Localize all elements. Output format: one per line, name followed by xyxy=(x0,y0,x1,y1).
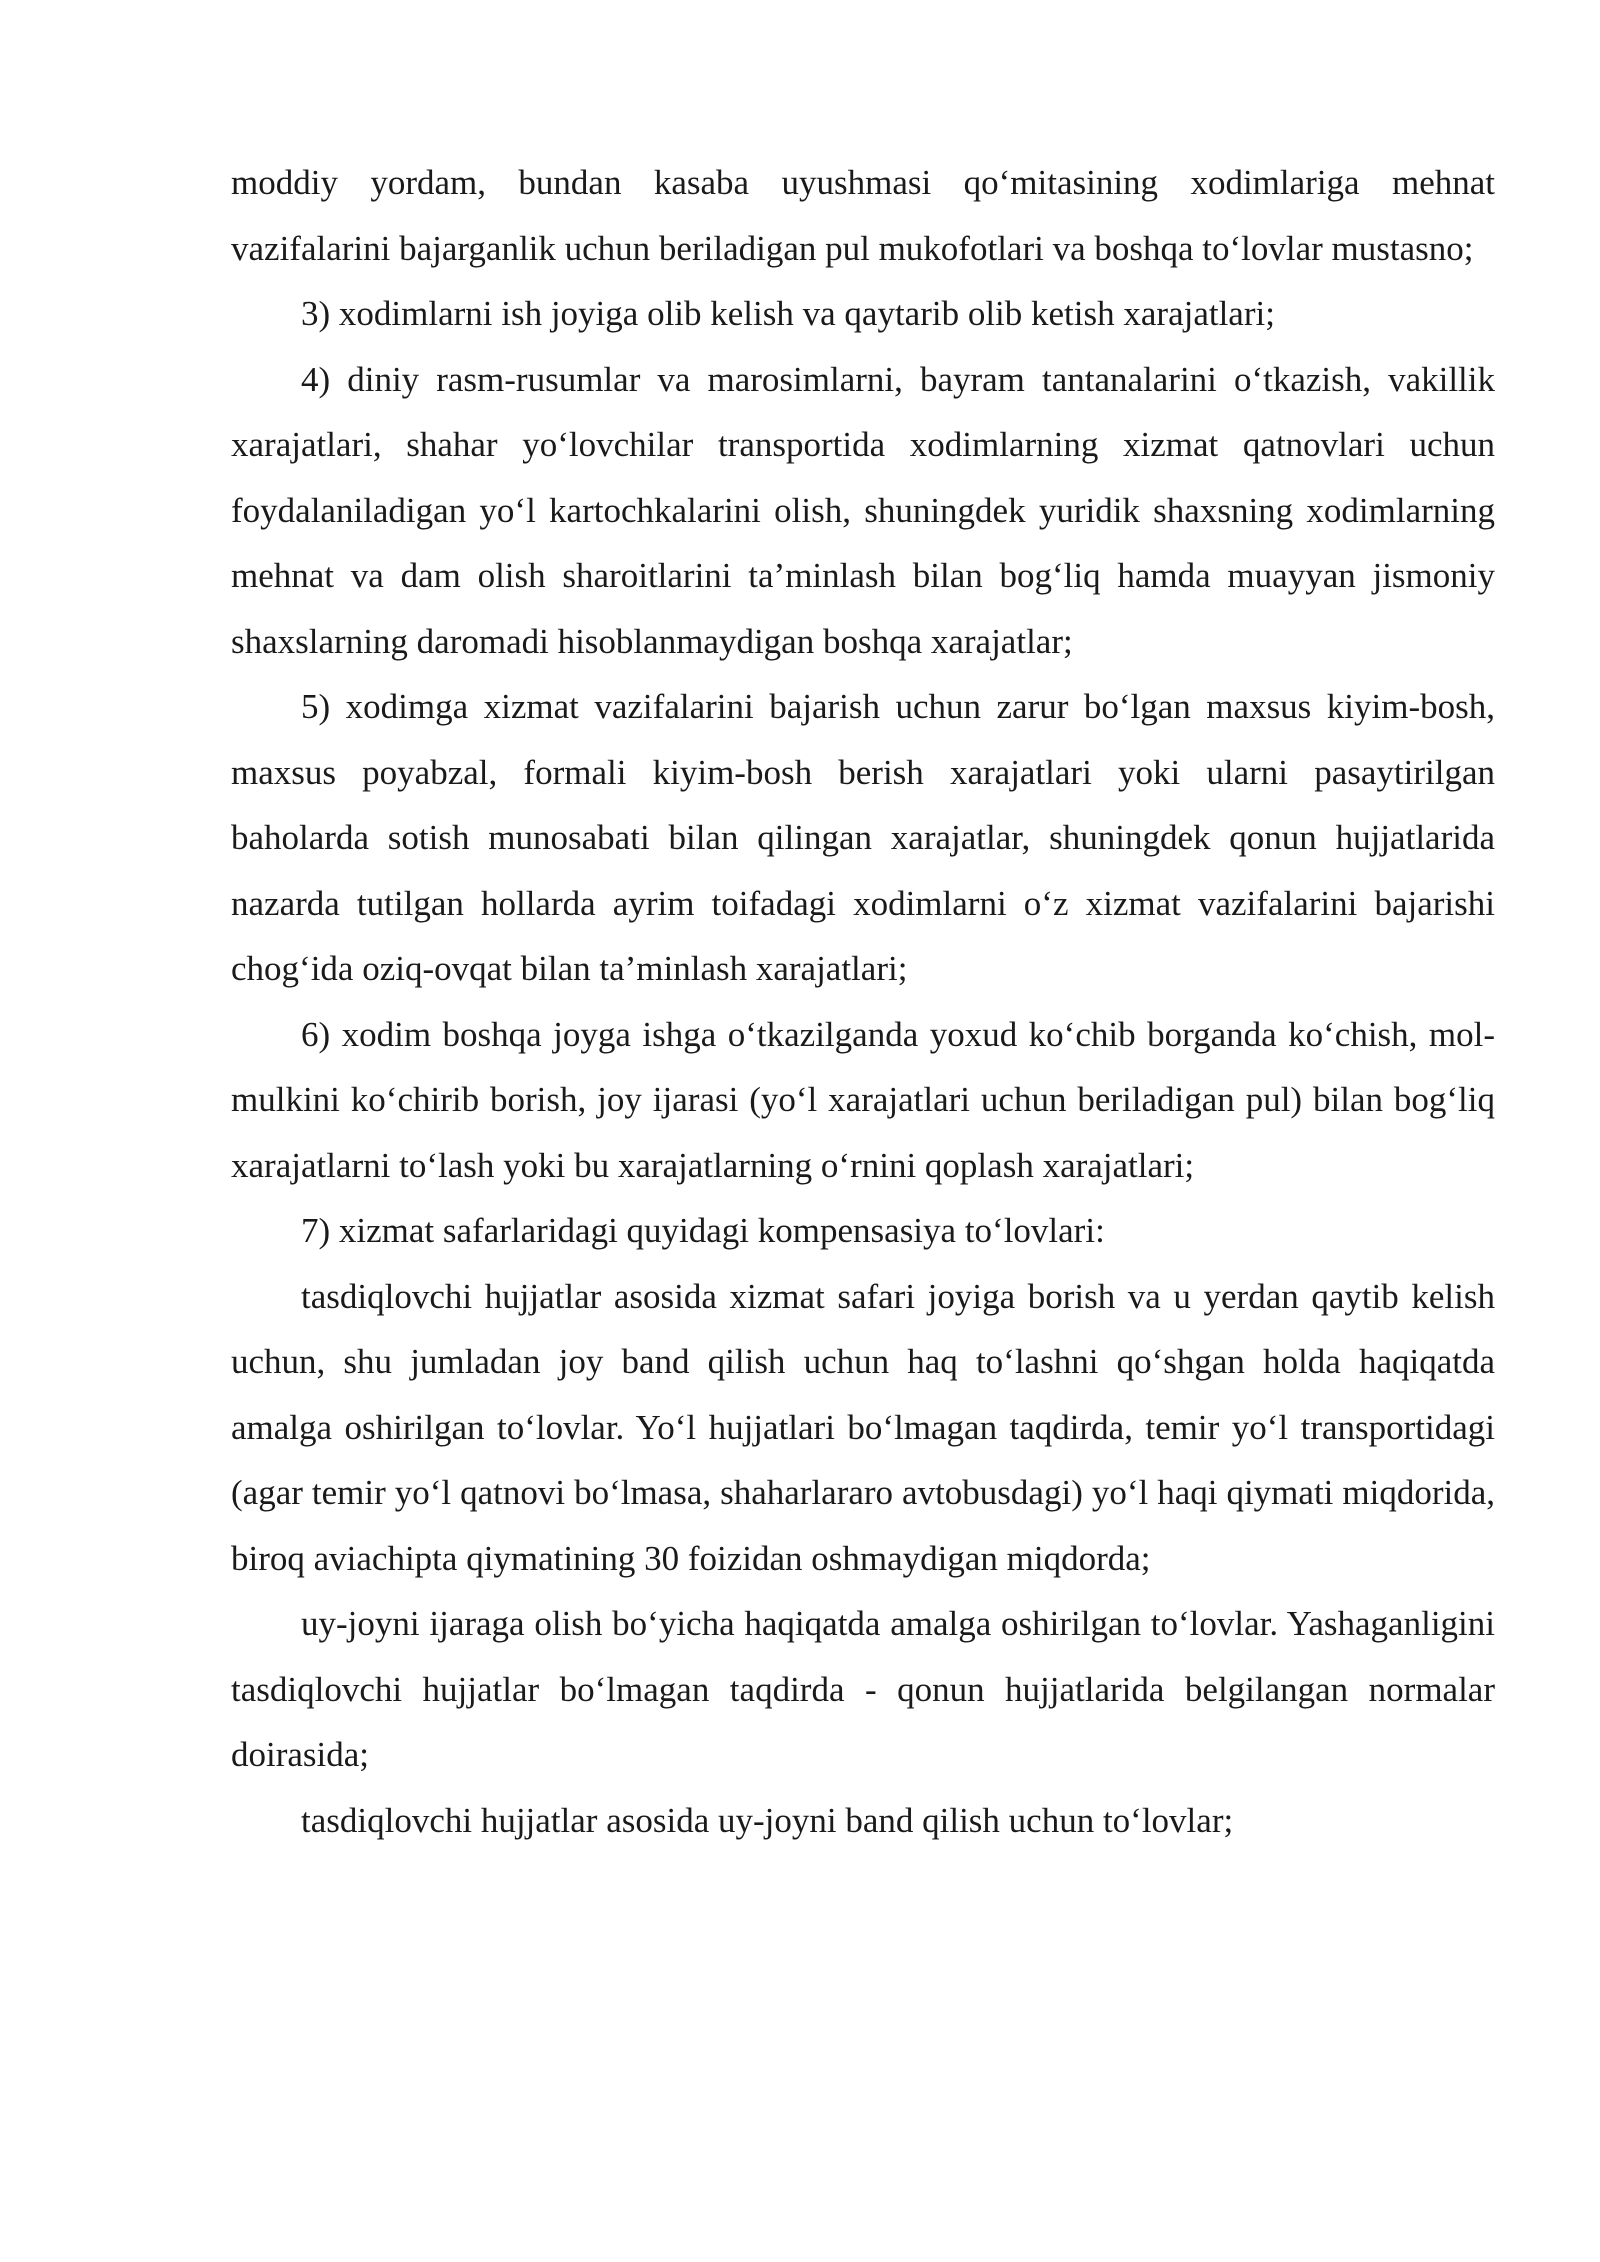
paragraph-continuation: moddiy yordam, bundan kasaba uyushmasi qo‘mitasining xodimlariga mehnat vazifalarini bajarganlik uchun beriladigan pul mukofotlari va boshqa to‘lovlar mustasno; xyxy=(231,163,1495,268)
paragraph-housing-rent: uy-joyni ijaraga olish bo‘yicha haqiqatda amalga oshirilgan to‘lovlar. Yashaganligini tasdiqlovchi hujjatlar bo‘lmagan taqdirda - qonun hujjatlarida belgilangan normalar doirasida; xyxy=(231,1604,1495,1774)
document-page xyxy=(231,150,1495,1853)
paragraph-item-4: 4) diniy rasm-rusumlar va marosimlarni, bayram tantanalarini o‘tkazish, vakillik xarajatlari, shahar yo‘lovchilar transportida xodimlarning xizmat qatnovlari uchun foydalaniladigan yo‘l kartochkalarini olish, shuningdek yuridik shaxsning xodimlarning mehnat va dam olish sharoitlarini ta’minlash bilan bog‘liq hamda muayyan jismoniy shaxslarning daromadi hisoblanmaydigan boshqa xarajatlar; xyxy=(231,359,1495,661)
paragraph-item-5: 5) xodimga xizmat vazifalarini bajarish uchun zarur bo‘lgan maxsus kiyim-bosh, maxsus poyabzal, formali kiyim-bosh berish xarajatlari yoki ularni pasaytirilgan baholarda sotish munosabati bilan qilingan xarajatlar, shuningdek qonun hujjatlarida nazarda tutilgan hollarda ayrim toifadagi xodimlarni o‘z xizmat vazifalarini bajarishi chog‘ida oziq-ovqat bilan ta’minlash xarajatlari; xyxy=(231,687,1495,988)
paragraph-item-3: 3) xodimlarni ish joyiga olib kelish va qaytarib olib ketish xarajatlari; xyxy=(301,294,1275,333)
paragraph-housing-booking: tasdiqlovchi hujjatlar asosida uy-joyni band qilish uchun to‘lovlar; xyxy=(301,1800,1234,1840)
paragraph-item-7: 7) xizmat safarlaridagi quyidagi kompensasiya to‘lovlari: xyxy=(301,1211,1105,1250)
paragraph-travel-payments: tasdiqlovchi hujjatlar asosida xizmat safari joyiga borish va u yerdan qaytib kelish uchun, shu jumladan joy band qilish uchun haq to‘lashni qo‘shgan holda haqiqatda amalga oshirilgan to‘lovlar. Yo‘l hujjatlari bo‘lmagan taqdirda, temir yo‘l transportidagi (agar temir yo‘l qatnovi bo‘lmasa, shaharlararo avtobusdagi) yo‘l haqi qiymati miqdorida, biroq aviachipta qiymatining 30 foizidan oshmaydigan miqdorda; xyxy=(231,1276,1495,1578)
paragraph-item-6: 6) xodim boshqa joyga ishga o‘tkazilganda yoxud ko‘chib borganda ko‘chish, mol-mulkini ko‘chirib borish, joy ijarasi (yo‘l xarajatlari uchun beriladigan pul) bilan bog‘liq xarajatlarni to‘lash yoki bu xarajatlarning o‘rnini qoplash xarajatlari; xyxy=(231,1014,1495,1185)
